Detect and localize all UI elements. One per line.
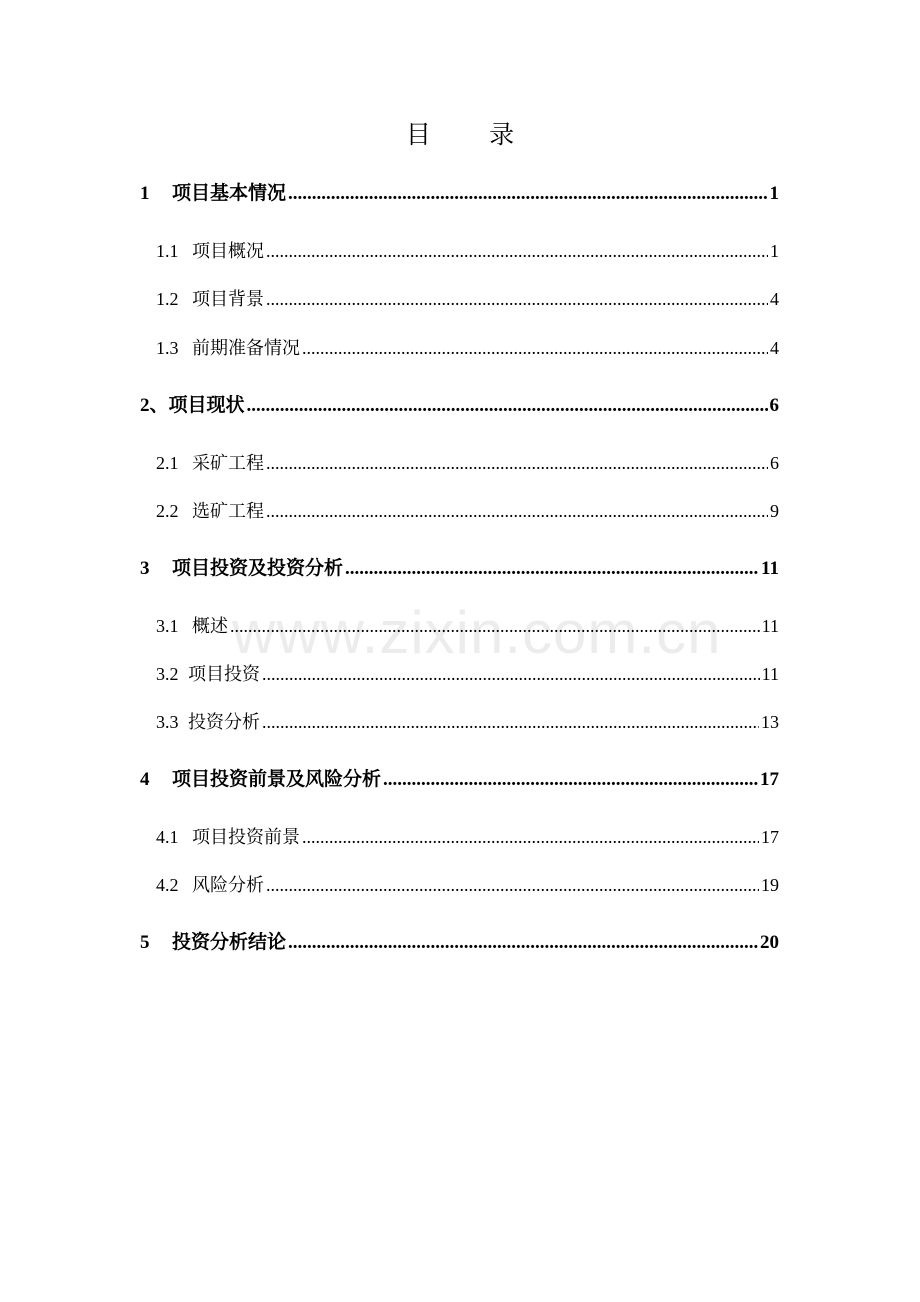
toc-entry-title: 前期准备情况 xyxy=(192,338,300,358)
toc-entry-number: 2.1 xyxy=(156,453,179,473)
toc-entry-4[interactable] xyxy=(140,766,779,794)
toc-dot-leader xyxy=(266,497,768,525)
toc-dot-leader xyxy=(383,766,758,794)
toc-entry-2-2[interactable] xyxy=(156,497,779,525)
toc-entry-title: 风险分析 xyxy=(192,875,264,895)
toc-dot-leader xyxy=(262,708,759,736)
toc-entry-number: 1 xyxy=(140,183,150,204)
toc-dot-leader xyxy=(288,180,767,208)
toc-dot-leader xyxy=(288,929,758,957)
toc-entry-page: 6 xyxy=(769,395,779,416)
toc-entry-number: 5 xyxy=(140,932,150,953)
toc-dot-leader xyxy=(266,237,768,265)
toc-entry-page: 13 xyxy=(761,712,779,732)
toc-dot-leader xyxy=(302,823,759,851)
toc-entry-page: 17 xyxy=(760,769,779,790)
toc-entry-page: 6 xyxy=(770,453,779,473)
toc-entry-page: 4 xyxy=(770,289,779,309)
toc-entry-number: 1.3 xyxy=(156,338,179,358)
toc-entry-1[interactable] xyxy=(140,180,779,208)
toc-entry-1-3[interactable] xyxy=(156,334,779,362)
toc-entry-4-1[interactable] xyxy=(156,823,779,851)
toc-entry-4-2[interactable] xyxy=(156,871,779,899)
toc-entry-number: 3 xyxy=(140,558,150,579)
toc-dot-leader xyxy=(266,449,768,477)
toc-dot-leader xyxy=(262,660,760,688)
toc-entry-2[interactable] xyxy=(140,392,779,420)
toc-entry-page: 20 xyxy=(760,932,779,953)
toc-dot-leader xyxy=(230,612,760,640)
toc-entry-number: 1.1 xyxy=(156,241,179,261)
toc-entry-number: 2.2 xyxy=(156,501,179,521)
toc-entry-title: 项目投资及投资分析 xyxy=(172,558,344,579)
toc-entry-3-1[interactable] xyxy=(156,612,779,640)
toc-entry-page: 1 xyxy=(770,241,779,261)
toc-entry-title: 项目现状 xyxy=(168,395,245,416)
toc-entry-number: 4.1 xyxy=(156,827,179,847)
toc-entry-page: 17 xyxy=(761,827,779,847)
toc-dot-leader xyxy=(247,392,768,420)
toc-entry-3-2[interactable] xyxy=(156,660,779,688)
toc-entry-number: 3.3 xyxy=(156,712,179,732)
toc-entry-number: 3.2 xyxy=(156,664,179,684)
toc-entry-title: 项目基本情况 xyxy=(172,183,287,204)
toc-dot-leader xyxy=(266,285,768,313)
toc-entry-number: 3.1 xyxy=(156,616,179,636)
watermark: www.zixin.com.cn xyxy=(232,599,722,666)
toc-entry-title: 投资分析结论 xyxy=(172,932,287,953)
toc-entry-number: 2、 xyxy=(140,395,169,416)
toc-entry-title: 项目背景 xyxy=(192,289,264,309)
toc-entry-page: 1 xyxy=(769,183,779,204)
toc-entry-title: 项目投资前景 xyxy=(192,827,300,847)
toc-entry-title: 投资分析 xyxy=(188,712,260,732)
toc-entry-number: 1.2 xyxy=(156,289,179,309)
toc-entry-3-3[interactable] xyxy=(156,708,779,736)
toc-entry-title: 项目投资前景及风险分析 xyxy=(172,769,382,790)
toc-entry-2-1[interactable] xyxy=(156,449,779,477)
toc-entry-1-1[interactable] xyxy=(156,237,779,265)
toc-entry-number: 4.2 xyxy=(156,875,179,895)
toc-entry-page: 11 xyxy=(761,558,779,579)
toc-entry-page: 19 xyxy=(761,875,779,895)
toc-entry-3[interactable] xyxy=(140,555,779,583)
toc-title: 目 录 xyxy=(405,122,541,149)
toc-entry-5[interactable] xyxy=(140,929,779,957)
toc-entry-title: 项目概况 xyxy=(192,241,264,261)
toc-entry-page: 11 xyxy=(761,664,779,684)
toc-entry-title: 概述 xyxy=(192,616,228,636)
toc-dot-leader xyxy=(345,555,759,583)
toc-entry-number: 4 xyxy=(140,769,150,790)
toc-entry-1-2[interactable] xyxy=(156,285,779,313)
toc-entry-title: 采矿工程 xyxy=(192,453,264,473)
toc-entry-title: 选矿工程 xyxy=(192,501,264,521)
toc-dot-leader xyxy=(302,334,768,362)
toc-dot-leader xyxy=(266,871,759,899)
toc-entry-page: 9 xyxy=(770,501,779,521)
toc-entry-page: 4 xyxy=(770,338,779,358)
toc-entry-title: 项目投资 xyxy=(188,664,260,684)
toc-entry-page: 11 xyxy=(761,616,779,636)
